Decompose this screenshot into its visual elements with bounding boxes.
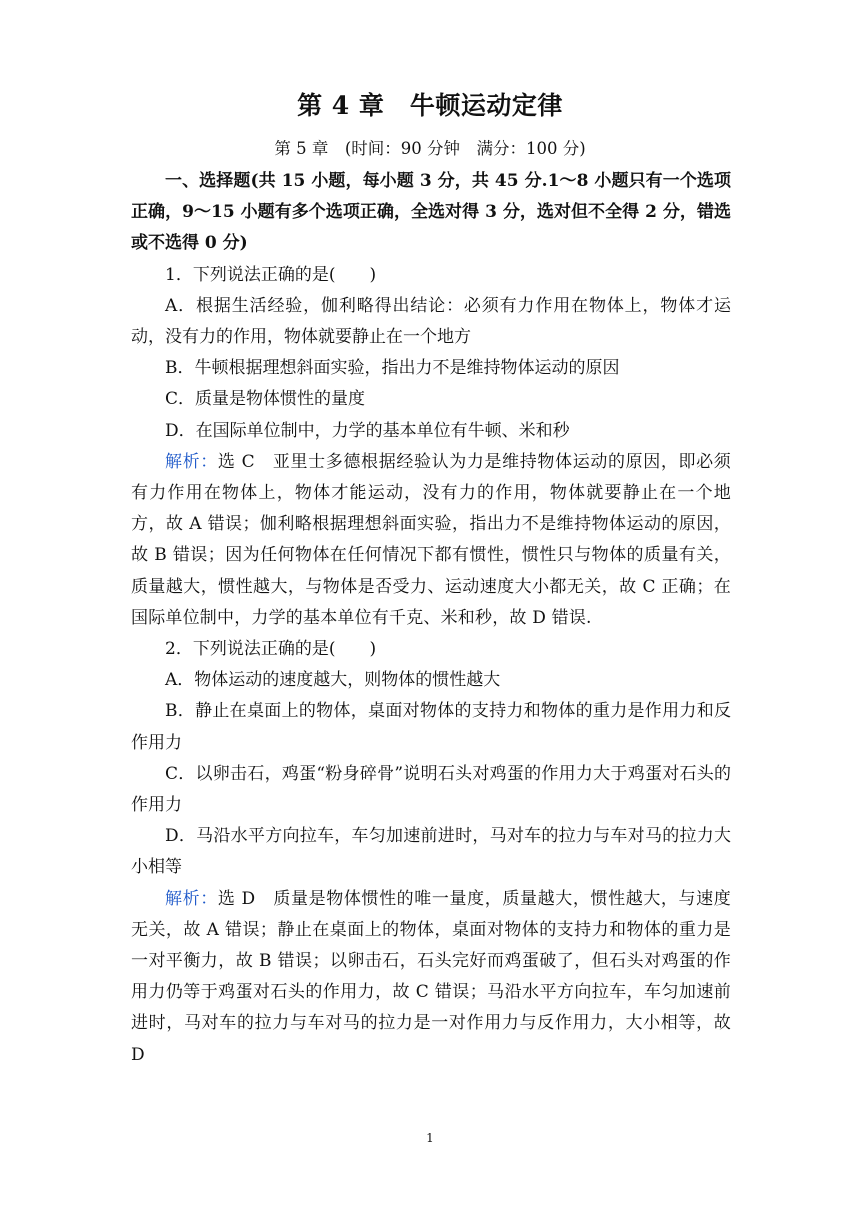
page-subtitle: 第 5 章 (时间：90 分钟 满分：100 分) bbox=[274, 139, 586, 158]
question-2-analysis-text: 选 D 质量是物体惯性的唯一量度，质量越大，惯性越大，与速度无关，故 A 错误；静止在桌面上的物体，桌面对物体的支持力和物体的重力是一对平衡力，故 B 错误；以卵击石，石头完好而鸡蛋破了，但石头对鸡蛋的作用力仍等于鸡蛋对石头的作用力，故 C 错误；马沿水平方向拉车，车匀加速前进时，马对车的拉力与车对马的拉力是一对作用力与反作用力，大小相等，故 D bbox=[131, 888, 731, 1065]
question-1-option-c: C．质量是物体惯性的量度 bbox=[165, 389, 366, 410]
analysis-label: 解析： bbox=[165, 888, 218, 909]
question-1-option-b: B．牛顿根据理想斜面实验，指出力不是维持物体运动的原因 bbox=[165, 358, 620, 379]
question-1-option-a: A．根据生活经验，伽利略得出结论：必须有力作用在物体上，物体才运动，没有力的作用，物体就要静止在一个地方 bbox=[131, 295, 731, 348]
question-2-option-c: C．以卵击石，鸡蛋“粉身碎骨”说明石头对鸡蛋的作用力大于鸡蛋对石头的作用力 bbox=[131, 763, 731, 816]
page-number: 1 bbox=[426, 1131, 434, 1145]
question-2-option-b: B．静止在桌面上的物体，桌面对物体的支持力和物体的重力是作用力和反作用力 bbox=[131, 701, 731, 753]
document-body bbox=[131, 166, 731, 1071]
question-2-stem: 2．下列说法正确的是( ) bbox=[165, 639, 377, 660]
section-heading: 一、选择题 bbox=[165, 171, 251, 191]
page-title: 第 4 章 牛顿运动定律 bbox=[297, 91, 563, 120]
section-instructions bbox=[131, 166, 731, 260]
analysis-label: 解析： bbox=[165, 451, 218, 472]
question-2-option-d: D．马沿水平方向拉车，车匀加速前进时，马对车的拉力与车对马的拉力大小相等 bbox=[131, 826, 731, 878]
question-2-analysis bbox=[131, 884, 731, 1071]
question-1-option-d: D．在国际单位制中，力学的基本单位有牛顿、米和秒 bbox=[165, 420, 570, 441]
question-2-option-a: A．物体运动的速度越大，则物体的惯性越大 bbox=[165, 670, 501, 691]
section-description: (共 15 小题，每小题 3 分，共 45 分.1～8 小题只有一个选项正确，9～15 小题有多个选项正确，全选对得 3 分，选对但不全得 2 分，错选或不选得 0 分) bbox=[131, 171, 732, 254]
question-1-analysis-text: 选 C 亚里士多德根据经验认为力是维持物体运动的原因，即必须有力作用在物体上，物体才能运动，没有力的作用，物体就要静止在一个地方，故 A 错误；伽利略根据理想斜面实验，指出力不是维持物体运动的原因，故 B 错误；因为任何物体在任何情况下都有惯性，惯性只与物体的质量有关，质量越大，惯性越大，与物体是否受力、运动速度大小都无关，故 C 正确；在国际单位制中，力学的基本单位有千克、米和秒，故 D 错误. bbox=[131, 451, 731, 628]
question-1-stem: 1．下列说法正确的是( ) bbox=[165, 264, 377, 285]
question-1-analysis bbox=[131, 447, 731, 634]
